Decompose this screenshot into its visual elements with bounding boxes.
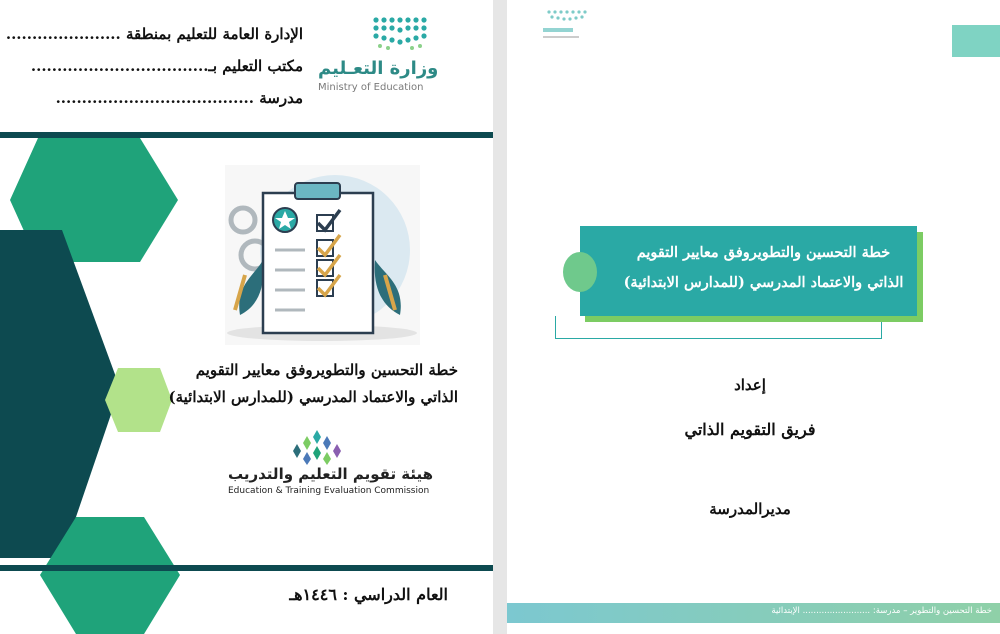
- cover-title: [98, 357, 458, 411]
- principal-label: مديرالمدرسة: [709, 500, 791, 518]
- header-line-directorate: الإدارة العامة للتعليم بمنطقة ......................: [5, 25, 303, 43]
- green-oval-accent: [563, 252, 597, 292]
- cover-title-line2: الذاتي والاعتماد المدرسي (للمدارس الابتدائية): [168, 388, 458, 406]
- page-footer: [507, 603, 1000, 623]
- moe-logo-arabic: وزارة التعـليم: [318, 58, 439, 79]
- team-name: فريق التقويم الذاتي: [684, 420, 816, 439]
- header-line-office: مكتب التعليم بـ..................................: [30, 57, 303, 75]
- inner-title-line2: الذاتي والاعتماد المدرسي (للمدارس الابتدائية): [623, 274, 904, 291]
- hexagon-bottom: [40, 517, 180, 634]
- moe-logo-english: Ministry of Education: [318, 82, 424, 93]
- cover-page: [0, 0, 493, 634]
- header-line-school: مدرسة ......................................: [55, 89, 303, 107]
- cover-title-line1: خطة التحسين والتطويروفق معايير التقويم: [195, 361, 458, 379]
- cover-divider-bottom: [0, 565, 493, 571]
- etec-logo-arabic: هيئة تقويم التعليم والتدريب: [228, 465, 434, 483]
- cover-header: [3, 18, 303, 114]
- etec-logo-icon: [290, 428, 345, 466]
- etec-logo-english: Education & Training Evaluation Commission: [228, 486, 430, 496]
- teal-corner-tab: [952, 25, 1000, 57]
- academic-year: العام الدراسي : ١٤٤٦هـ: [289, 585, 448, 604]
- inner-title-box: [580, 226, 917, 316]
- footer-text: خطة التحسين والتطوير – مدرسة: ......................... الإبتدائية: [771, 606, 992, 616]
- checklist-illustration-icon: [225, 165, 420, 345]
- inner-title-line1: خطة التحسين والتطويروفق معايير التقويم: [636, 244, 891, 261]
- prepared-by-label: إعداد: [734, 376, 766, 394]
- moe-small-logo-icon: [543, 8, 603, 43]
